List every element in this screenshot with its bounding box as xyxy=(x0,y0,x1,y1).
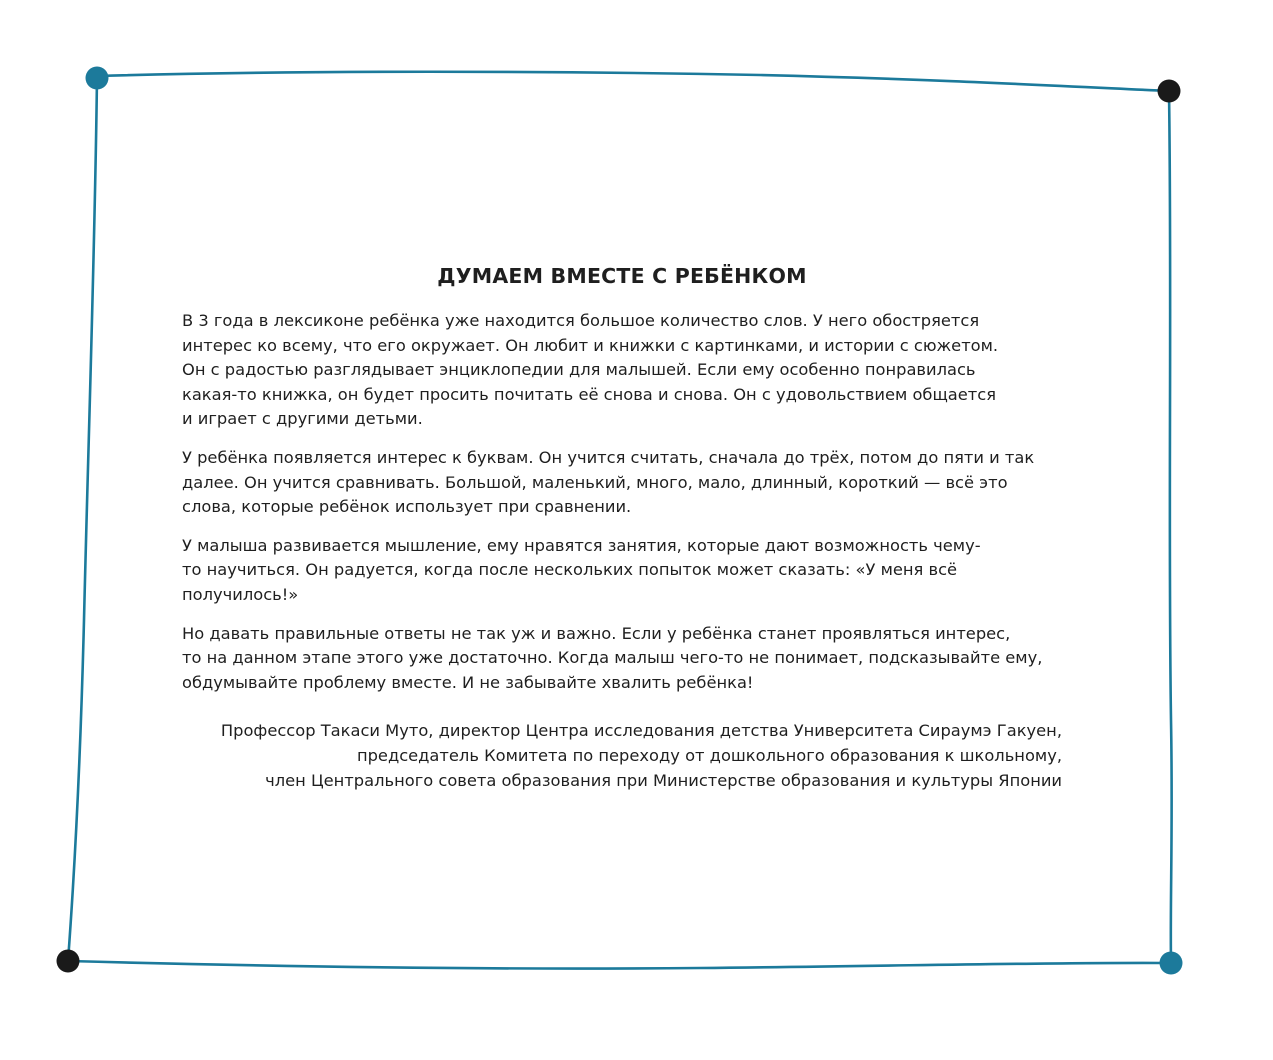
text-line: В 3 года в лексиконе ребёнка уже находится большое количество слов. У него обостряется xyxy=(182,311,980,330)
text-line: Но давать правильные ответы не так уж и важно. Если у ребёнка станет проявляться интерес, xyxy=(182,623,1011,643)
text-line: далее. Он учится сравнивать. Большой, маленький, много, мало, длинный, короткий — всё это xyxy=(182,472,1008,492)
author-attribution xyxy=(182,719,1062,793)
text-line: У ребёнка появляется интерес к буквам. Он учится считать, сначала до трёх, потом до пяти и так xyxy=(182,447,1035,467)
page-title: ДУМАЕМ ВМЕСТЕ С РЕБЁНКОМ xyxy=(437,264,807,288)
text-line: У малыша развивается мышление, ему нравятся занятия, которые дают возможность чему- xyxy=(182,535,981,555)
text-line: интерес ко всему, что его окружает. Он любит и книжки с картинками, и истории с сюжетом. xyxy=(182,335,999,355)
frame-right-edge xyxy=(1169,91,1172,963)
corner-dot-top-right xyxy=(1158,80,1181,103)
attribution-line: Профессор Такаси Муто, директор Центра исследования детства Университета Сираумэ Гакуен, xyxy=(220,721,1062,741)
paragraph-2 xyxy=(182,446,1062,520)
text-line: обдумывайте проблему вместе. И не забывайте хвалить ребёнка! xyxy=(182,672,754,692)
text-line: какая-то книжка, он будет просить почитать её снова и снова. Он с удовольствием общается xyxy=(182,384,997,404)
text-line: и играет с другими детьми. xyxy=(182,409,423,429)
attribution-line: член Центрального совета образования при Министерстве образования и культуры Японии xyxy=(265,770,1062,790)
text-line: Он с радостью разглядывает энциклопедии для малышей. Если ему особенно понравилась xyxy=(182,360,976,380)
corner-dot-top-left xyxy=(86,67,109,90)
frame-bottom-edge xyxy=(68,961,1171,969)
attribution-line: председатель Комитета по переходу от дошкольного образования к школьному, xyxy=(356,745,1062,765)
frame-top-edge xyxy=(97,72,1169,91)
text-line: то научиться. Он радуется, когда после нескольких попыток может сказать: «У меня всё xyxy=(182,560,958,580)
article xyxy=(182,262,1062,793)
paragraph-3 xyxy=(182,534,1062,608)
paragraph-4 xyxy=(182,622,1062,696)
text-line: получилось!» xyxy=(182,584,299,604)
text-line: слова, которые ребёнок использует при сравнении. xyxy=(182,497,632,517)
corner-dot-bottom-left xyxy=(57,950,80,973)
corner-dot-bottom-right xyxy=(1160,952,1183,975)
frame-left-edge xyxy=(68,76,97,961)
paragraph-1 xyxy=(182,309,1062,432)
text-line: то на данном этапе этого уже достаточно. Когда малыш чего-то не понимает, подсказывайте ему, xyxy=(182,648,1043,668)
